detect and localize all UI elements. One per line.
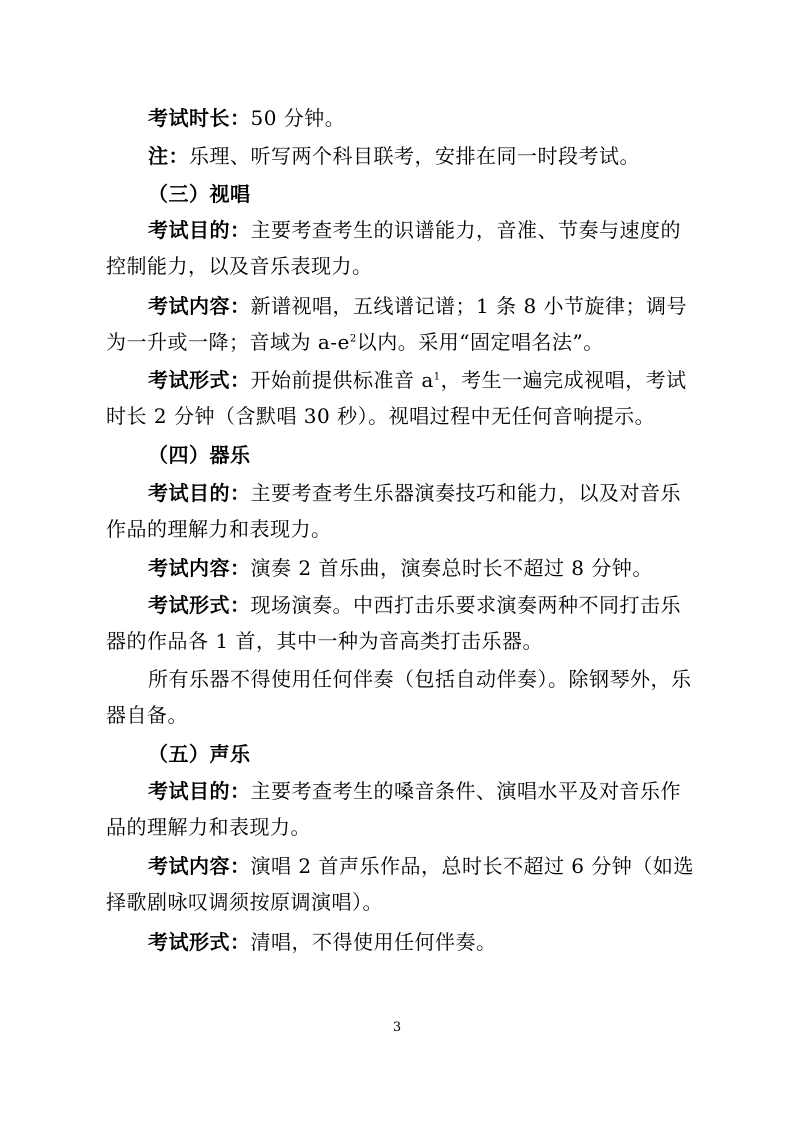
paragraph-text: 所有乐器不得使用任何伴奏（包括自动伴奏）。除钢琴外，乐器自备。 <box>106 667 692 727</box>
paragraph-label: 考试形式： <box>148 593 251 617</box>
paragraph-instrument-rules <box>106 661 700 733</box>
section-heading-instrumental: （四）器乐 <box>148 443 251 467</box>
paragraph-note <box>106 138 700 174</box>
paragraph-label: 考试内容： <box>148 556 251 580</box>
paragraph-sight-singing-purpose <box>106 212 700 284</box>
superscript: 2 <box>349 333 357 345</box>
paragraph-text: 演奏 2 首乐曲，演奏总时长不超过 8 分钟。 <box>250 556 653 580</box>
paragraph-text: 清唱，不得使用任何伴奏。 <box>250 930 497 954</box>
paragraph-label: 注： <box>148 144 189 168</box>
paragraph-text: 新谱视唱，五线谱记谱；1 条 8 小节旋律；调号为一升或一降；音域为 a-e <box>106 294 688 354</box>
paragraph-label: 考试形式： <box>148 368 251 392</box>
paragraph-vocal-content <box>106 848 700 920</box>
paragraph-text: 主要考查考生的嗓音条件、演唱水平及对音乐作品的理解力和表现力。 <box>106 779 681 839</box>
paragraph-sight-singing-content <box>106 288 700 360</box>
paragraph-text: ，考生一遍完成视唱，考试时长 2 分钟（含默唱 30 秒）。视唱过程中无任何音响提示。 <box>106 368 687 428</box>
paragraph-vocal-purpose <box>106 773 700 845</box>
paragraph-text: 开始前提供标准音 a <box>250 368 434 392</box>
paragraph-label: 考试目的： <box>148 481 251 505</box>
paragraph-label: 考试形式： <box>148 930 251 954</box>
page-number: 3 <box>392 1020 402 1035</box>
section-heading-vocal: （五）声乐 <box>148 742 251 766</box>
paragraph-text: 以内。采用“固定唱名法”。 <box>356 330 604 354</box>
paragraph-text: 主要考查考生的识谱能力，音准、节奏与速度的控制能力，以及音乐表现力。 <box>106 218 681 278</box>
paragraph-vocal-format <box>106 924 700 960</box>
paragraph-text: 现场演奏。中西打击乐要求演奏两种不同打击乐器的作品各 1 首，其中一种为音高类打击乐器。 <box>106 593 681 653</box>
paragraph-exam-duration <box>106 100 700 136</box>
paragraph-text: 50 分钟。 <box>250 106 346 130</box>
paragraph-label: 考试内容： <box>148 854 251 878</box>
paragraph-instrumental-content <box>106 550 700 586</box>
paragraph-instrumental-purpose <box>106 475 700 547</box>
paragraph-sight-singing-format <box>106 362 700 434</box>
superscript: 1 <box>433 371 441 383</box>
paragraph-instrumental-format <box>106 587 700 659</box>
paragraph-label: 考试时长： <box>148 106 251 130</box>
section-heading-sight-singing: （三）视唱 <box>148 182 251 206</box>
paragraph-label: 考试目的： <box>148 218 251 242</box>
paragraph-label: 考试目的： <box>148 779 251 803</box>
paragraph-text: 演唱 2 首声乐作品，总时长不超过 6 分钟（如选择歌剧咏叹调须按原调演唱）。 <box>106 854 694 914</box>
paragraph-text: 乐理、听写两个科目联考，安排在同一时段考试。 <box>189 144 640 168</box>
paragraph-text: 主要考查考生乐器演奏技巧和能力，以及对音乐作品的理解力和表现力。 <box>106 481 681 541</box>
paragraph-label: 考试内容： <box>148 294 251 318</box>
